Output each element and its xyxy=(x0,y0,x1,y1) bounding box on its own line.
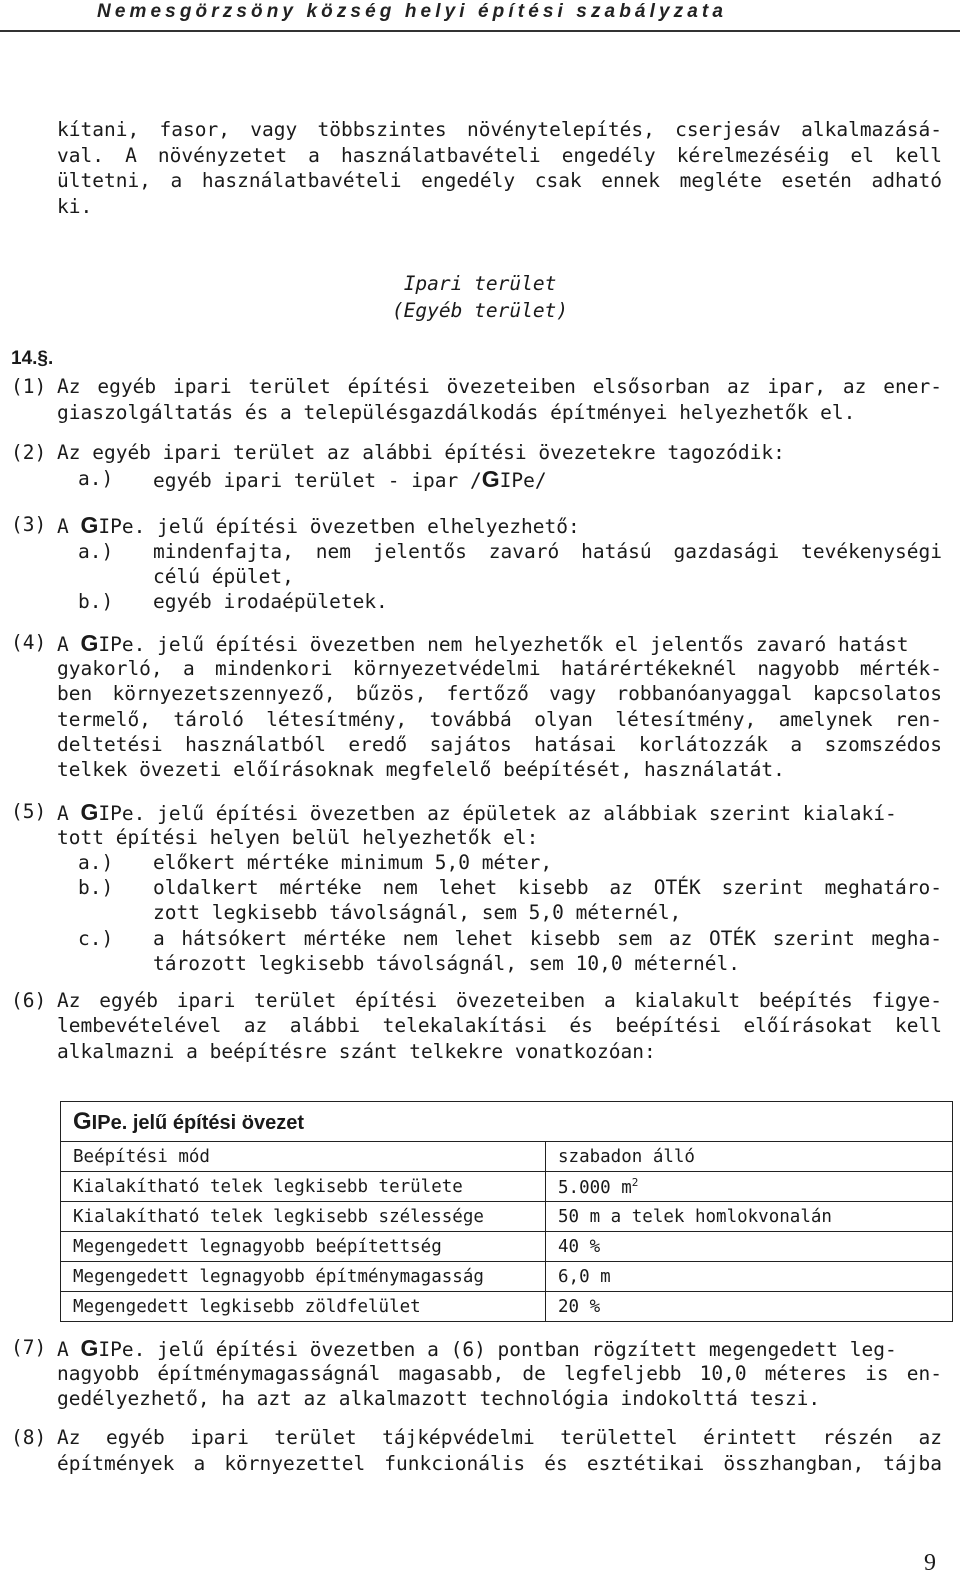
intro-line: val. A növényzetet a használatbavételi engedély kérelmezéséig el kell xyxy=(57,144,942,167)
list-item: tározott legkisebb távolságnál, sem 10,0 méternél. xyxy=(153,952,740,975)
list-item: mindenfajta, nem jelentős zavaró hatású gazdasági tevékenységi xyxy=(153,540,942,563)
paragraph-number: (6) xyxy=(11,989,47,1012)
page-number: 9 xyxy=(924,1550,936,1576)
header-rule xyxy=(0,30,960,32)
table-cell-value: szabadon álló xyxy=(546,1142,953,1172)
table-cell-label: Kialakítható telek legkisebb területe xyxy=(61,1172,546,1202)
paragraph-line: A GIPe. jelű építési övezetben nem helyezhetők el jelentős zavaró hatást xyxy=(57,630,909,656)
list-item: a hátsókert mértéke nem lehet kisebb sem az OTÉK szerint megha- xyxy=(153,927,942,950)
list-label: a.) xyxy=(78,851,114,874)
paragraph-line: A GIPe. jelű építési övezetben a (6) pontban rögzített megengedett leg- xyxy=(57,1335,897,1361)
table-cell-value: 40 % xyxy=(546,1232,953,1262)
table-row xyxy=(61,1262,953,1292)
list-item: oldalkert mértéke nem lehet kisebb az OTÉK szerint meghatáro- xyxy=(153,876,942,899)
paragraph-line: giaszolgáltatás és a településgazdálkodás építményei helyezhetők el. xyxy=(57,401,856,424)
list-label: a.) xyxy=(78,467,114,490)
list-item: zott legkisebb távolságnál, sem 5,0 méternél, xyxy=(153,901,682,924)
paragraph-number: (4) xyxy=(11,631,47,654)
list-label: b.) xyxy=(78,876,114,899)
section-subheading: (Egyéb terület) xyxy=(391,299,569,322)
section-heading: Ipari terület xyxy=(403,272,557,295)
table-cell-value: 6,0 m xyxy=(546,1262,953,1292)
list-item: előkert mértéke minimum 5,0 méter, xyxy=(153,851,553,874)
paragraph-line: ben környezetszennyező, bűzös, fertőző vagy robbanóanyaggal kapcsolatos xyxy=(57,682,942,705)
table-cell-value: 5.000 $m^2$ xyxy=(546,1172,953,1202)
table-cell-value: 20 % xyxy=(546,1292,953,1322)
paragraph-number: (7) xyxy=(11,1336,47,1359)
paragraph-line: nagyobb építménymagasságnál magasabb, de legfeljebb 10,0 méteres is en- xyxy=(57,1362,942,1385)
paragraph-line: alkalmazni a beépítésre szánt telkekre vonatkozóan: xyxy=(57,1040,656,1063)
paragraph-number: (8) xyxy=(11,1426,47,1449)
intro-line: ültetni, a használatbavételi engedély csak ennek megléte esetén adható xyxy=(57,169,942,192)
paragraph-number: (3) xyxy=(11,513,47,536)
paragraph-line: telkek övezeti előírásoknak megfelelő beépítését, használatát. xyxy=(57,758,785,781)
paragraph-line: Az egyéb ipari terület építési övezeteiben elsősorban az ipar, az ener- xyxy=(57,375,942,398)
paragraph-line: Az egyéb ipari terület építési övezeteiben a kialakult beépítés figye- xyxy=(57,989,942,1012)
table-cell-value: 50 m a telek homlokvonalán xyxy=(546,1202,953,1232)
list-label: b.) xyxy=(78,590,114,613)
list-label: a.) xyxy=(78,540,114,563)
list-item: egyéb irodaépületek. xyxy=(153,590,388,613)
paragraph-line: gyakorló, a mindenkori környezetvédelmi határértékeknél nagyobb mérték- xyxy=(57,657,942,680)
paragraph-number: (1) xyxy=(11,375,47,398)
zone-table xyxy=(60,1101,953,1322)
paragraph-line: gedélyezhető, ha azt az alkalmazott technológia indokolttá teszi. xyxy=(57,1387,821,1410)
list-item: célú épület, xyxy=(153,565,294,588)
intro-line: kítani, fasor, vagy többszintes növénytelepítés, cserjesáv alkalmazásá- xyxy=(57,118,942,141)
paragraph-line: A GIPe. jelű építési övezetben elhelyezhető: xyxy=(57,512,580,538)
table-row xyxy=(61,1292,953,1322)
paragraph-line: Az egyéb ipari terület az alábbi építési övezetekre tagozódik: xyxy=(57,441,785,464)
table-title: GIPe. jelű építési övezet xyxy=(61,1102,953,1142)
table-cell-label: Megengedett legnagyobb építménymagasság xyxy=(61,1262,546,1292)
paragraph-line: tott építési helyen belül helyezhetők el: xyxy=(57,826,539,849)
table-row xyxy=(61,1202,953,1232)
list-label: c.) xyxy=(78,927,114,950)
table-cell-label: Kialakítható telek legkisebb szélessége xyxy=(61,1202,546,1232)
paragraph-line: lembevételével az alábbi telekalakítási és beépítési előírásokat kell xyxy=(57,1014,942,1037)
page-header: Nemesgörzsöny község helyi építési szabályzata xyxy=(97,1,727,22)
paragraph-number: (2) xyxy=(11,441,47,464)
paragraph-line: építmények a környezettel funkcionális és esztétikai összhangban, tájba xyxy=(57,1452,942,1475)
paragraph-number: (5) xyxy=(11,800,47,823)
table-row xyxy=(61,1142,953,1172)
paragraph-line: Az egyéb ipari terület tájképvédelmi területtel érintett részén az xyxy=(57,1426,942,1449)
paragraph-line: A GIPe. jelű építési övezetben az épületek az alábbiak szerint kialakí- xyxy=(57,799,897,825)
table-row xyxy=(61,1172,953,1202)
list-item: egyéb ipari terület - ipar /GIPe/ xyxy=(153,466,547,492)
paragraph-line: termelő, tároló létesítmény, továbbá olyan létesítmény, amelynek ren- xyxy=(57,708,942,731)
table-cell-label: Beépítési mód xyxy=(61,1142,546,1172)
intro-line: ki. xyxy=(57,195,93,218)
table-cell-label: Megengedett legnagyobb beépítettség xyxy=(61,1232,546,1262)
table-header-row xyxy=(61,1102,953,1142)
table-cell-label: Megengedett legkisebb zöldfelület xyxy=(61,1292,546,1322)
paragraph-line: deltetési használatból eredő sajátos hatásai korlátozzák a szomszédos xyxy=(57,733,942,756)
table-row xyxy=(61,1232,953,1262)
section-number: 14.§. xyxy=(11,348,54,369)
